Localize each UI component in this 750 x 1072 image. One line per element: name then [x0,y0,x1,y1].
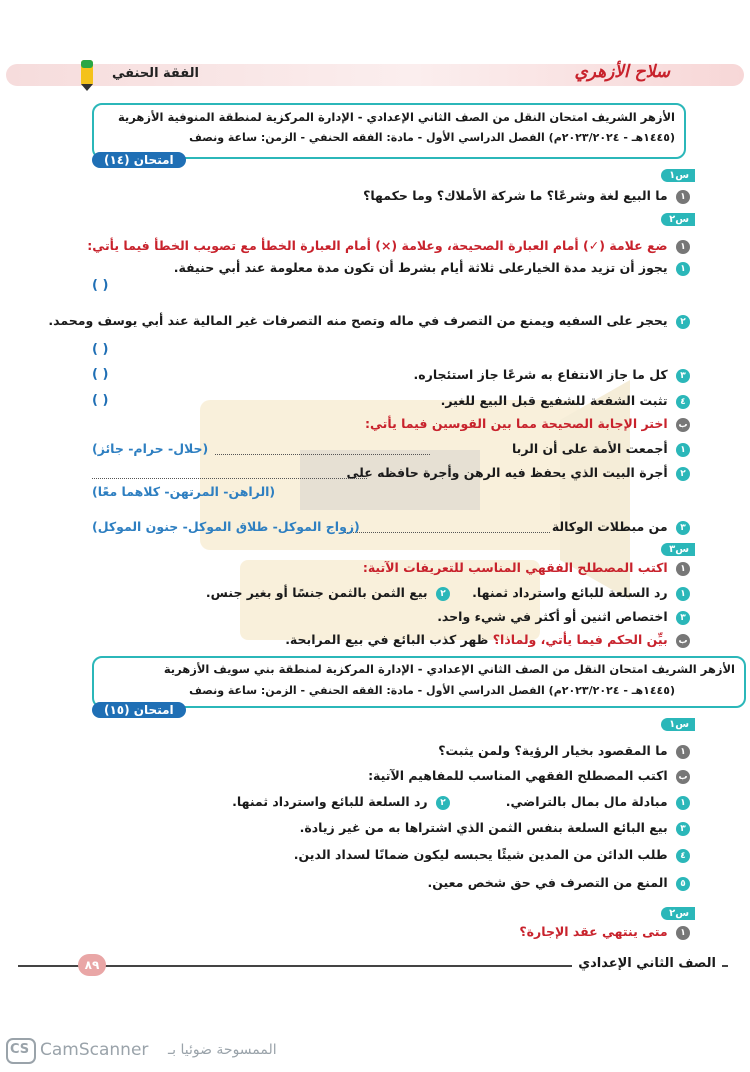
exam-15-line1: الأزهر الشريف امتحان النقل من الصف الثاني الإعدادي - الإدارة المركزية لمنطقة بني سويف الأزهرية [163,662,735,676]
num-badge: ١ [676,796,690,810]
num-badge: ١ [676,745,690,759]
num-badge: ٢ [436,587,450,601]
subject-title: الفقة الحنفي [112,66,199,81]
mcq-item-2-text: أجرة البيت الذي يحفظ فيه الرهن وأجرة حافظه على [346,465,668,480]
tf-item-3 [414,367,690,383]
q2-heading [87,238,690,254]
camscanner-arabic: الممسوحة ضوئيا بـ [168,1042,277,1058]
mcq-heading [365,416,690,432]
tf-item-2 [48,313,690,329]
exam15-q1-label: س١ [661,718,695,731]
exam15-item-2 [232,794,450,810]
grade-label: الصف الثاني الإعدادي [572,956,722,971]
num-badge: ب [676,418,690,432]
q3-item-3 [437,609,690,625]
page-number: ٨٩ [78,954,106,976]
mcq-item-3-options: (زواج الموكل- طلاق الموكل- جنون الموكل) [92,519,360,534]
exam15-item-4-text: طلب الدائن من المدين شيئًا يحبسه ليكون ضمانًا لسداد الدين. [293,847,668,862]
tf-item-4-text: تثبت الشفعة للشفيع قبل البيع للغير. [440,393,668,408]
mcq-item-3 [552,519,690,535]
exam15-item-1 [506,794,690,810]
num-badge: ٤ [676,849,690,863]
tf-item-1-text: يجوز أن تزيد مدة الخيارعلى ثلاثة أيام بشرط أن تكون مدة معلومة عند أبي حنيفة. [173,260,668,275]
q3b-heading: بيِّن الحكم فيما يأتي، ولماذا؟ [492,632,668,647]
mcq-item-3-text: من مبطلات الوكالة [551,519,668,534]
q3b [285,632,690,648]
exam15-item-3-text: بيع البائع السلعة بنفس الثمن الذي اشتراها به من غير زيادة. [299,820,668,835]
mcq-item-2-options: (الراهن- المرتهن- كلاهما معًا) [92,484,276,499]
answer-parens: ( ) [92,393,109,408]
exam15-item-3 [300,820,690,836]
num-badge: ب [676,770,690,784]
num-badge: ١ [676,240,690,254]
q1-question: ما البيع لغة وشرعًا؟ ما شركة الأملاك؟ وما حكمها؟ [363,188,668,203]
num-badge: ٣ [676,369,690,383]
tf-item-2-text: يحجر على السفيه ويمنع من التصرف في ماله وتصح منه التصرفات غير المالية عند أبي يوسف ومحمد. [48,313,668,328]
exam15-item-5 [427,875,690,891]
brand-logo-text: سلاح الأزهري [574,62,670,82]
num-badge: ٢ [676,315,690,329]
exam15-item-5-text: المنع من التصرف في حق شخص معين. [427,875,668,890]
num-badge: ١ [676,262,690,276]
exam-15-line2: (١٤٤٥هـ - ٢٠٢٣/٢٠٢٤م) الفصل الدراسي الأول - مادة: الفقه الحنفي - الزمن: ساعة ونصف [189,684,675,697]
tf-item-3-text: كل ما جاز الانتفاع به شرعًا جاز استئجاره. [413,367,668,382]
num-badge: ١ [676,562,690,576]
tf-item-4 [441,393,690,409]
q1-label: س١ [661,169,695,182]
q1-text [363,188,690,204]
num-badge: ١ [676,190,690,204]
q3-label: س٣ [661,543,695,556]
num-badge: ٤ [676,395,690,409]
num-badge: ب [676,634,690,648]
answer-dots [345,532,550,533]
num-badge: ٣ [676,822,690,836]
exam-14-tag: امتحان (١٤) [92,152,186,168]
num-badge: ٢ [436,796,450,810]
mcq-heading-text: اختر الإجابة الصحيحة مما بين القوسين فيما يأتي: [365,416,668,431]
q3-item-3-text: اختصاص اثنين أو أكثر في شيء واحد. [437,609,668,624]
exam15-q1b [368,768,690,784]
num-badge: ١ [676,587,690,601]
q3-item-1-text: رد السلعة للبائع واسترداد ثمنها. [472,585,668,600]
exam-15-tag: امتحان (١٥) [92,702,186,718]
exam-14-line2: (١٤٤٥هـ - ٢٠٢٣/٢٠٢٤م) الفصل الدراسي الأول - مادة: الفقه الحنفي - الزمن: ساعة ونصف [189,131,675,144]
q3b-text: ظهر كذب البائع في بيع المرابحة. [285,632,489,647]
tf-item-1 [174,260,690,276]
q3-item-1 [472,585,690,601]
q3-item-2 [206,585,450,601]
q3-heading [363,560,690,576]
exam15-q2-text: متى ينتهي عقد الإجارة؟ [519,924,668,939]
exam15-item-1-text: مبادلة مال بمال بالتراضي. [505,794,668,809]
pencil-icon [78,58,96,92]
mcq-item-1-options: (حلال- حرام- جائز) [92,441,209,456]
num-badge: ٣ [676,611,690,625]
exam15-item-2-text: رد السلعة للبائع واسترداد ثمنها. [232,794,428,809]
answer-parens: ( ) [92,342,109,357]
num-badge: ١ [676,926,690,940]
exam15-q2-label: س٢ [661,907,695,920]
exam15-q1b-text: اكتب المصطلح الفقهي المناسب للمفاهيم الآتية: [368,768,668,783]
mcq-item-1 [512,441,690,457]
exam15-q1 [438,743,690,759]
answer-dots [92,478,367,479]
exam15-q2 [519,924,690,940]
num-badge: ٢ [676,467,690,481]
q3-heading-text: اكتب المصطلح الفقهي المناسب للتعريفات الآتية: [362,560,668,575]
exam-14-line1: الأزهر الشريف امتحان النقل من الصف الثاني الإعدادي - الإدارة المركزية لمنطقة المنوفية الأزهرية [117,110,675,124]
answer-parens: ( ) [92,367,109,382]
mcq-item-1-text: أجمعت الأمة على أن الربا [511,441,668,456]
num-badge: ٣ [676,521,690,535]
num-badge: ٥ [676,877,690,891]
exam15-item-4 [294,847,690,863]
answer-parens: ( ) [92,278,109,293]
camscanner-brand: CamScanner [40,1040,149,1060]
camscanner-logo-text: CS [10,1042,30,1057]
mcq-item-2 [347,465,690,481]
q2-label: س٢ [661,213,695,226]
q2-heading-text: ضع علامة (✓) أمام العبارة الصحيحة، وعلامة (×) أمام العبارة الخطأ مع تصويب الخطأ فيما يأتي: [87,238,668,253]
num-badge: ١ [676,443,690,457]
exam15-q1-text: ما المقصود بخيار الرؤية؟ ولمن يثبت؟ [438,743,668,758]
q3-item-2-text: بيع الثمن بالثمن جنسًا أو بغير جنس. [205,585,428,600]
answer-dots [215,454,430,455]
